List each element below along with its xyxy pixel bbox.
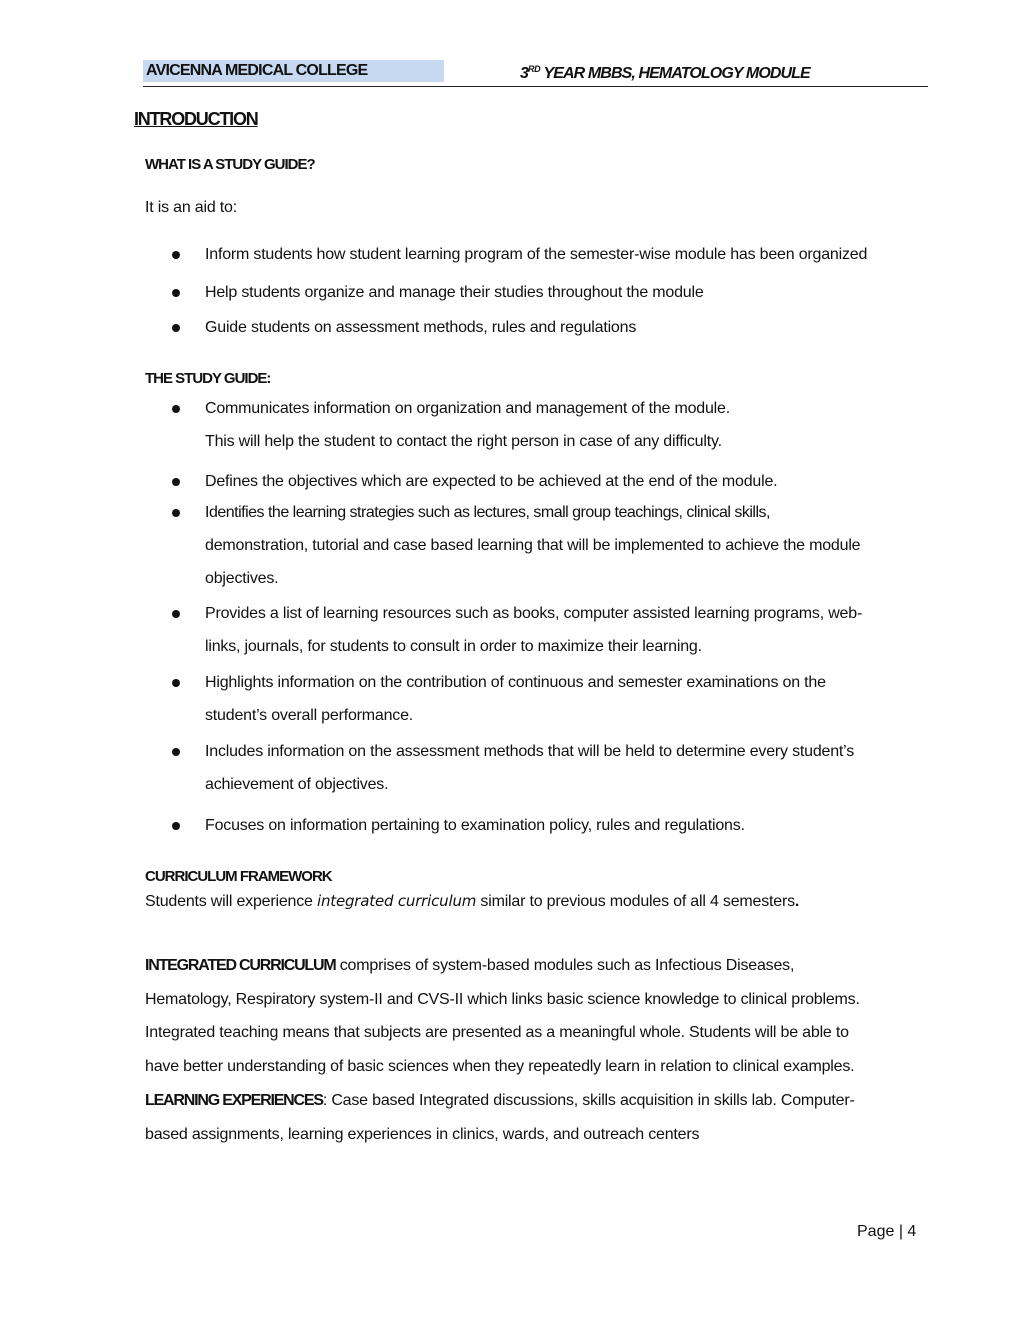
aid-intro-text: It is an aid to: — [145, 199, 237, 216]
guide-bullet-4-line-1: Provides a list of learning resources such as books, computer assisted learning programs, web- — [205, 605, 863, 622]
curriculum-framework-heading: CURRICULUM FRAMEWORK — [145, 868, 332, 885]
learning-experiences-line-1 — [145, 1091, 855, 1111]
module-name: YEAR MBBS, HEMATOLOGY MODULE — [540, 65, 810, 82]
integrated-curriculum-lead: INTEGRATED CURRICULUM — [145, 957, 336, 974]
integrated-curriculum-line-2: Hematology, Respiratory system-II and CVS-II which links basic science knowledge to clinical problems. — [145, 991, 860, 1008]
integrated-curriculum-line-1-text: comprises of system-based modules such as Infectious Diseases, — [335, 957, 795, 974]
header-divider — [143, 86, 928, 87]
integrated-curriculum-line-3: Integrated teaching means that subjects are presented as a meaningful whole. Students will be able to — [145, 1024, 849, 1041]
guide-bullet-1-line-2: This will help the student to contact the right person in case of any difficulty. — [205, 433, 722, 450]
page-number-value: 4 — [907, 1223, 917, 1240]
curriculum-text-start: Students will experience — [145, 893, 317, 910]
bullet-icon — [172, 822, 180, 830]
guide-bullet-3-line-3: objectives. — [205, 570, 279, 587]
learning-experiences-line-2: based assignments, learning experiences in clinics, wards, and outreach centers — [145, 1126, 700, 1143]
bullet-icon — [172, 509, 180, 517]
guide-bullet-6-line-2: achievement of objectives. — [205, 776, 389, 793]
module-title — [520, 58, 810, 85]
introduction-heading: INTRODUCTION — [134, 109, 258, 129]
integrated-curriculum-term: integrated curriculum — [317, 892, 477, 910]
what-is-study-guide-heading: WHAT IS A STUDY GUIDE? — [145, 156, 315, 173]
integrated-curriculum-line-4: have better understanding of basic sciences when they repeatedly learn in relation to clinical examples. — [145, 1058, 855, 1075]
guide-bullet-1-line-1: Communicates information on organization and management of the module. — [205, 400, 730, 417]
module-year-number: 3 — [520, 65, 528, 82]
aid-bullet-2: Help students organize and manage their studies throughout the module — [205, 284, 704, 301]
page-number — [857, 1222, 916, 1242]
curriculum-text-end: similar to previous modules of all 4 semesters — [476, 893, 795, 910]
aid-bullet-3: Guide students on assessment methods, rules and regulations — [205, 319, 637, 336]
guide-bullet-3-line-2: demonstration, tutorial and case based learning that will be implemented to achieve the module — [205, 537, 861, 554]
guide-bullet-4-line-2: links, journals, for students to consult in order to maximize their learning. — [205, 638, 702, 655]
college-name: AVICENNA MEDICAL COLLEGE — [143, 60, 444, 82]
page-label: Page | — [857, 1223, 908, 1240]
bullet-icon — [172, 405, 180, 413]
guide-bullet-2: Defines the objectives which are expected to be achieved at the end of the module. — [205, 473, 778, 490]
learning-experiences-lead: LEARNING EXPERIENCES — [145, 1092, 323, 1109]
guide-bullet-5-line-2: student’s overall performance. — [205, 707, 414, 724]
guide-bullet-5-line-1: Highlights information on the contribution of continuous and semester examinations on the — [205, 674, 826, 691]
bullet-icon — [172, 610, 180, 618]
bullet-icon — [172, 679, 180, 687]
guide-bullet-7: Focuses on information pertaining to examination policy, rules and regulations. — [205, 817, 745, 834]
module-year-suffix: RD — [528, 64, 541, 74]
aid-bullet-1: Inform students how student learning program of the semester-wise module has been organized — [205, 246, 868, 263]
bullet-icon — [172, 324, 180, 332]
guide-bullet-6-line-1: Includes information on the assessment methods that will be held to determine every student’s — [205, 743, 855, 760]
the-study-guide-heading: THE STUDY GUIDE: — [145, 370, 271, 387]
learning-experiences-line-1-text: : Case based Integrated discussions, skills acquisition in skills lab. Computer- — [322, 1092, 855, 1109]
bullet-icon — [172, 478, 180, 486]
integrated-curriculum-line-1 — [145, 956, 794, 976]
curriculum-framework-text — [145, 891, 799, 912]
bullet-icon — [172, 748, 180, 756]
bullet-icon — [172, 251, 180, 259]
curriculum-text-period: . — [794, 893, 800, 910]
guide-bullet-3-line-1: Identifies the learning strategies such as lectures, small group teachings, clinical skills, — [205, 504, 770, 521]
bullet-icon — [172, 289, 180, 297]
